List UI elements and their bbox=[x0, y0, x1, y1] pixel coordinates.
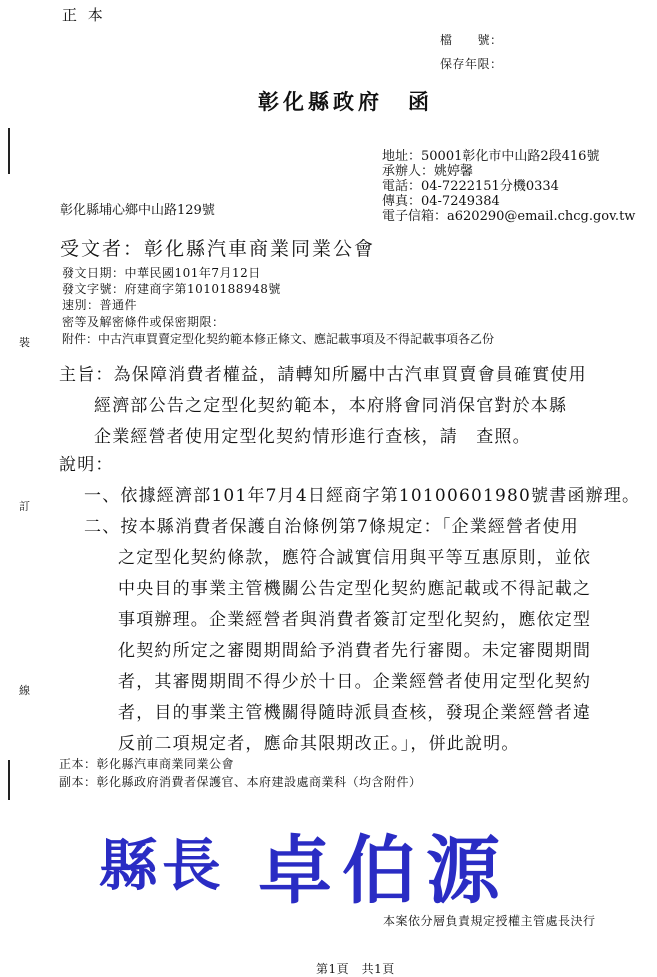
subject-line-2: 經濟部公告之定型化契約範本，本府將會同消保官對於本縣 bbox=[94, 396, 568, 416]
explanation-line: 之定型化契約條款，應符合誠實信用與平等互惠原則，並依 bbox=[118, 548, 592, 568]
classification: 密等及解密條件或保密期限： bbox=[62, 315, 225, 329]
issue-date: 發文日期：中華民國101年7月12日 bbox=[62, 266, 261, 280]
explanation-line: 反前二項規定者，應命其限期改正。」，併此說明。 bbox=[118, 734, 520, 754]
recipient: 受文者：彰化縣汽車商業同業公會 bbox=[60, 238, 376, 260]
explanation-line: 事項辦理。企業經營者與消費者簽訂定型化契約，應依定型 bbox=[118, 610, 592, 630]
sender-contact: 承辦人：姚婷馨 bbox=[382, 164, 474, 179]
page-footer: 第1頁 共1頁 bbox=[316, 962, 395, 976]
explanation-heading: 說明： bbox=[59, 455, 114, 475]
authorization-note: 本案依分層負責規定授權主管處長決行 bbox=[383, 914, 596, 928]
binding-mark-top: 裝 bbox=[19, 336, 30, 349]
sender-address: 地址：50001彰化市中山路2段416號 bbox=[382, 149, 600, 164]
file-number-label: 檔 號： bbox=[440, 33, 503, 47]
document-title: 彰化縣政府 函 bbox=[258, 89, 433, 114]
subject-line-1: 主旨：為保障消費者權益，請轉知所屬中古汽車買賣會員確實使用 bbox=[59, 365, 587, 385]
seal-name: 卓伯源 bbox=[258, 828, 510, 914]
sender-email: 電子信箱：a620290@email.chcg.gov.tw bbox=[382, 209, 636, 224]
copy-label: 正 本 bbox=[62, 6, 106, 24]
binding-mark-middle: 訂 bbox=[19, 500, 30, 513]
explanation-line: 一、依據經濟部101年7月4日經商字第10100601980號書函辦理。 bbox=[84, 486, 641, 506]
seal-title: 縣長 bbox=[99, 833, 225, 899]
sender-phone: 電話：04-7222151分機0334 bbox=[382, 179, 559, 194]
margin-tick-top bbox=[8, 128, 10, 174]
explanation-line: 中央目的事業主管機關公告定型化契約應記載或不得記載之 bbox=[118, 579, 592, 599]
subject-line-3: 企業經營者使用定型化契約情形進行查核，請 查照。 bbox=[94, 427, 531, 447]
explanation-line: 二、按本縣消費者保護自治條例第7條規定：「企業經營者使用 bbox=[84, 517, 579, 537]
explanation-line: 者，目的事業主管機關得隨時派員查核，發現企業經營者違 bbox=[118, 703, 592, 723]
sender-fax: 傳真：04-7249384 bbox=[382, 194, 500, 209]
copy-distribution: 副本：彰化縣政府消費者保護官、本府建設處商業科（均含附件） bbox=[59, 775, 422, 789]
delivery-speed: 速別：普通件 bbox=[62, 298, 138, 312]
binding-mark-bottom: 線 bbox=[19, 684, 30, 697]
original-distribution: 正本：彰化縣汽車商業同業公會 bbox=[59, 757, 235, 771]
explanation-line: 者，其審閱期間不得少於十日。企業經營者使用定型化契約 bbox=[118, 672, 592, 692]
recipient-address: 彰化縣埔心鄉中山路129號 bbox=[60, 203, 215, 218]
attachment: 附件：中古汽車買賣定型化契約範本修正條文、應記載事項及不得記載事項各乙份 bbox=[62, 332, 495, 346]
margin-tick-bottom bbox=[8, 760, 10, 800]
explanation-line: 化契約所定之審閱期間給予消費者先行審閱。未定審閱期間 bbox=[118, 641, 592, 661]
retention-period-label: 保存年限： bbox=[440, 57, 503, 71]
reference-number: 發文字號：府建商字第1010188948號 bbox=[62, 282, 281, 296]
